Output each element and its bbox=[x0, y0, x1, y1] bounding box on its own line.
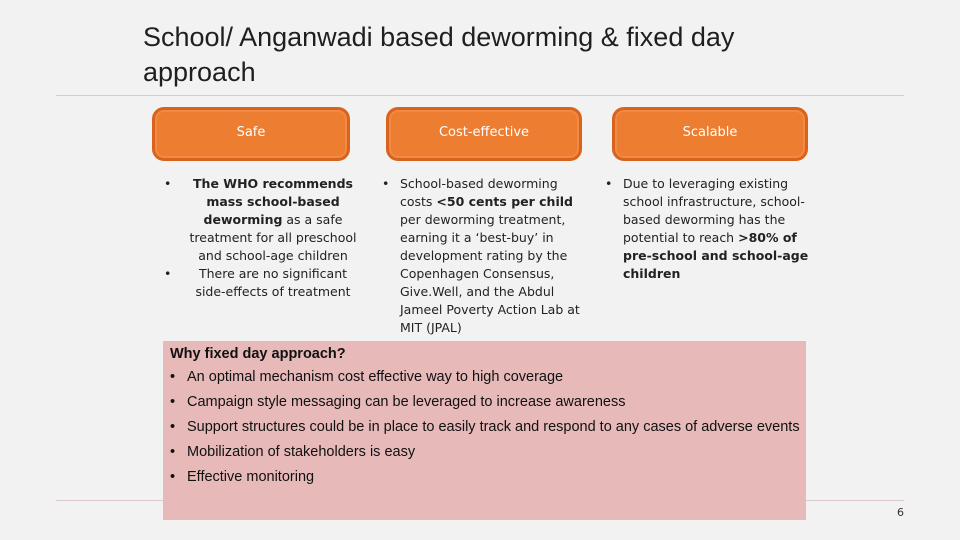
safe-column bbox=[164, 175, 364, 301]
scalable-column bbox=[605, 175, 817, 283]
pillar-safe-label: Safe bbox=[236, 125, 266, 140]
pillar-cost-label: Cost-effective bbox=[438, 125, 530, 140]
scalable-bullet-bold: >80% of pre-school and school-age children bbox=[623, 230, 809, 281]
why-item: • Support structures could be in place to easily track and respond to any cases of adverse events bbox=[170, 415, 806, 440]
pillar-cost-effective bbox=[386, 107, 582, 161]
safe-bullet-side-effects: • There are no significant side-effects of treatment bbox=[164, 265, 364, 301]
safe-bullet-who bbox=[164, 175, 364, 265]
why-fixed-day-panel bbox=[163, 341, 806, 520]
cost-bullet-pre: School-based deworming costs bbox=[400, 176, 558, 209]
scalable-bullet-pre: Due to leveraging existing school infrastructure, school-based deworming has the potential to reach bbox=[623, 176, 805, 245]
cost-bullet-post: per deworming treatment, earning it a ‘best-buy’ in development rating by the Copenhagen Consensus, Give.Well, and the Abdul Jameel Poverty Action Lab at MIT (JPAL) bbox=[400, 212, 580, 335]
safe-bullet-who-bold: The WHO recommends mass school-based deworming bbox=[193, 176, 353, 227]
cost-bullet bbox=[382, 175, 592, 337]
why-item: • An optimal mechanism cost effective way to high coverage bbox=[170, 365, 806, 390]
slide-title: School/ Anganwadi based deworming & fixed day approach bbox=[143, 22, 735, 87]
page-number: 6 bbox=[897, 506, 904, 519]
cost-effective-column bbox=[382, 175, 592, 337]
cost-bullet-bold: <50 cents per child bbox=[436, 194, 573, 209]
pillar-safe bbox=[152, 107, 350, 161]
safe-bullet-who-rest: as a safe treatment for all preschool and school-age children bbox=[189, 212, 357, 263]
top-divider bbox=[56, 95, 904, 96]
why-item: • Effective monitoring bbox=[170, 465, 806, 490]
scalable-bullet bbox=[605, 175, 817, 283]
pillar-scalable bbox=[612, 107, 808, 161]
why-heading: Why fixed day approach? bbox=[170, 346, 346, 362]
why-item: • Mobilization of stakeholders is easy bbox=[170, 440, 806, 465]
why-item: • Campaign style messaging can be leveraged to increase awareness bbox=[170, 390, 806, 415]
pillar-scalable-label: Scalable bbox=[682, 125, 738, 140]
